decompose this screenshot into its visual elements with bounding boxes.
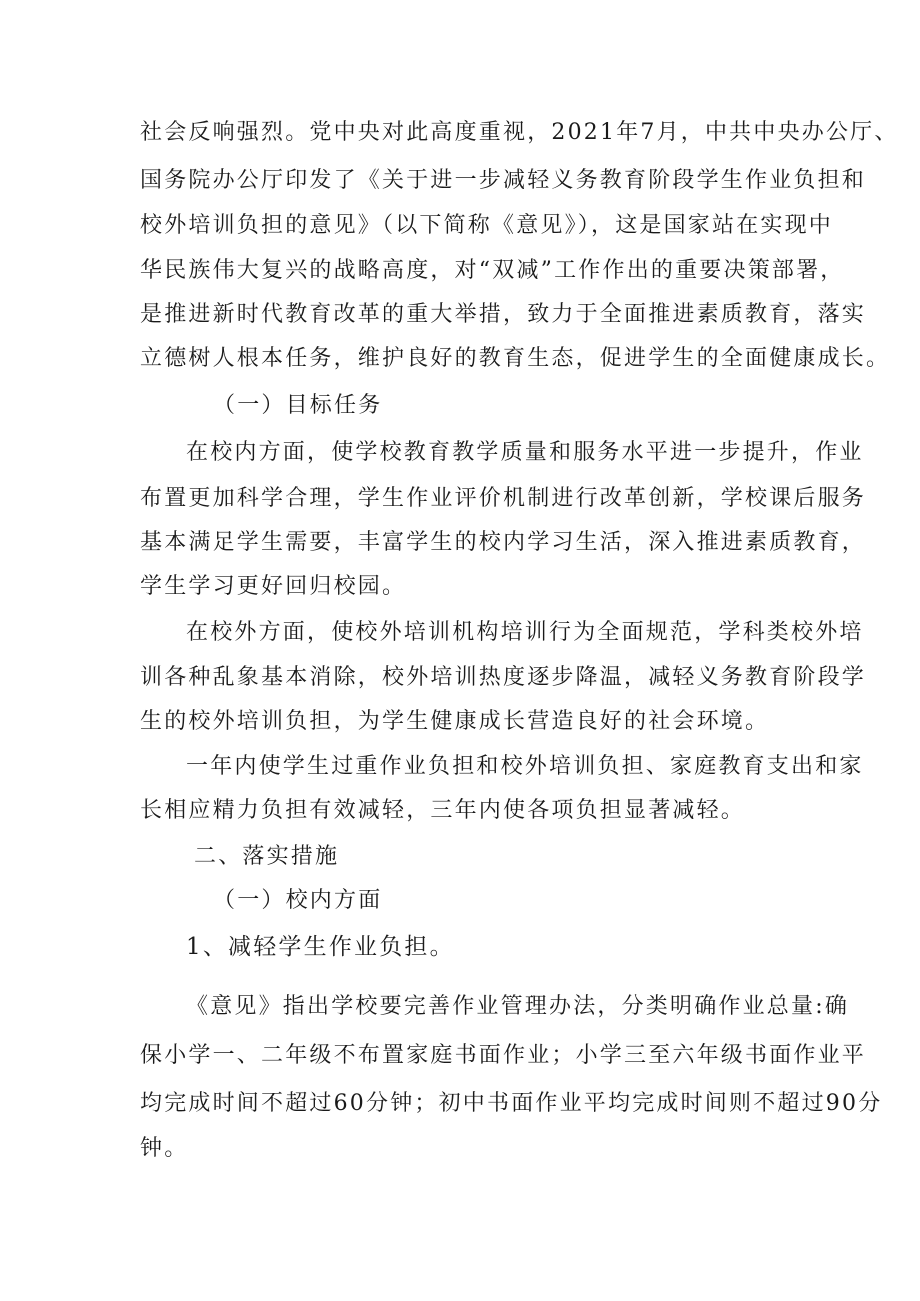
paragraph-line: 布置更加科学合理，学生作业评价机制进行改革创新，学校课后服务 (140, 486, 867, 511)
paragraph-line: 校外培训负担的意见》（以下简称《意见》），这是国家站在实现中 (140, 213, 834, 238)
paragraph-line: 保小学一、二年级不布置家庭书面作业；小学三至六年级书面作业平 (140, 1043, 867, 1068)
section-heading: （一）目标任务 (213, 393, 383, 418)
paragraph-line: 基本满足学生需要，丰富学生的校内学习生活，深入推进素质教育， (140, 530, 867, 555)
paragraph-line: 均完成时间不超过60分钟；初中书面作业平均完成时间则不超过90分 (140, 1091, 883, 1116)
paragraph-line: 学生学习更好回归校园。 (140, 574, 407, 599)
paragraph-line: 社会反响强烈。党中央对此高度重视，2021年7月，中共中央办公厅、 (140, 120, 899, 145)
paragraph-line: 生的校外培训负担，为学生健康成长营造良好的社会环境。 (140, 709, 770, 734)
paragraph-line: 国务院办公厅印发了《关于进一步减轻义务教育阶段学生作业负担和 (140, 168, 867, 193)
paragraph-line: 在校外方面，使校外培训机构培训行为全面规范，学科类校外培 (186, 620, 864, 645)
paragraph-line: 在校内方面，使学校教育教学质量和服务水平进一步提升，作业 (186, 440, 864, 465)
paragraph-line: 《意见》指出学校要完善作业管理办法，分类明确作业总量:确 (186, 994, 850, 1019)
section-heading: 二、落实措施 (194, 844, 340, 869)
subsection-heading: （一）校内方面 (213, 888, 383, 913)
list-item-heading: 1、减轻学生作业负担。 (186, 934, 455, 960)
paragraph-line: 训各种乱象基本消除，校外培训热度逐步降温，减轻义务教育阶段学 (140, 665, 867, 690)
paragraph-line: 是推进新时代教育改革的重大举措，致力于全面推进素质教育，落实 (140, 302, 867, 327)
paragraph-line: 一年内使学生过重作业负担和校外培训负担、家庭教育支出和家 (186, 754, 864, 779)
paragraph-line: 华民族伟大复兴的战略高度，对“双减”工作作出的重要决策部署， (140, 258, 845, 283)
paragraph-line: 立德树人根本任务，维护良好的教育生态，促进学生的全面健康成长。 (140, 346, 891, 371)
paragraph-line: 长相应精力负担有效减轻，三年内使各项负担显著减轻。 (140, 798, 746, 823)
paragraph-line: 钟。 (140, 1136, 189, 1161)
